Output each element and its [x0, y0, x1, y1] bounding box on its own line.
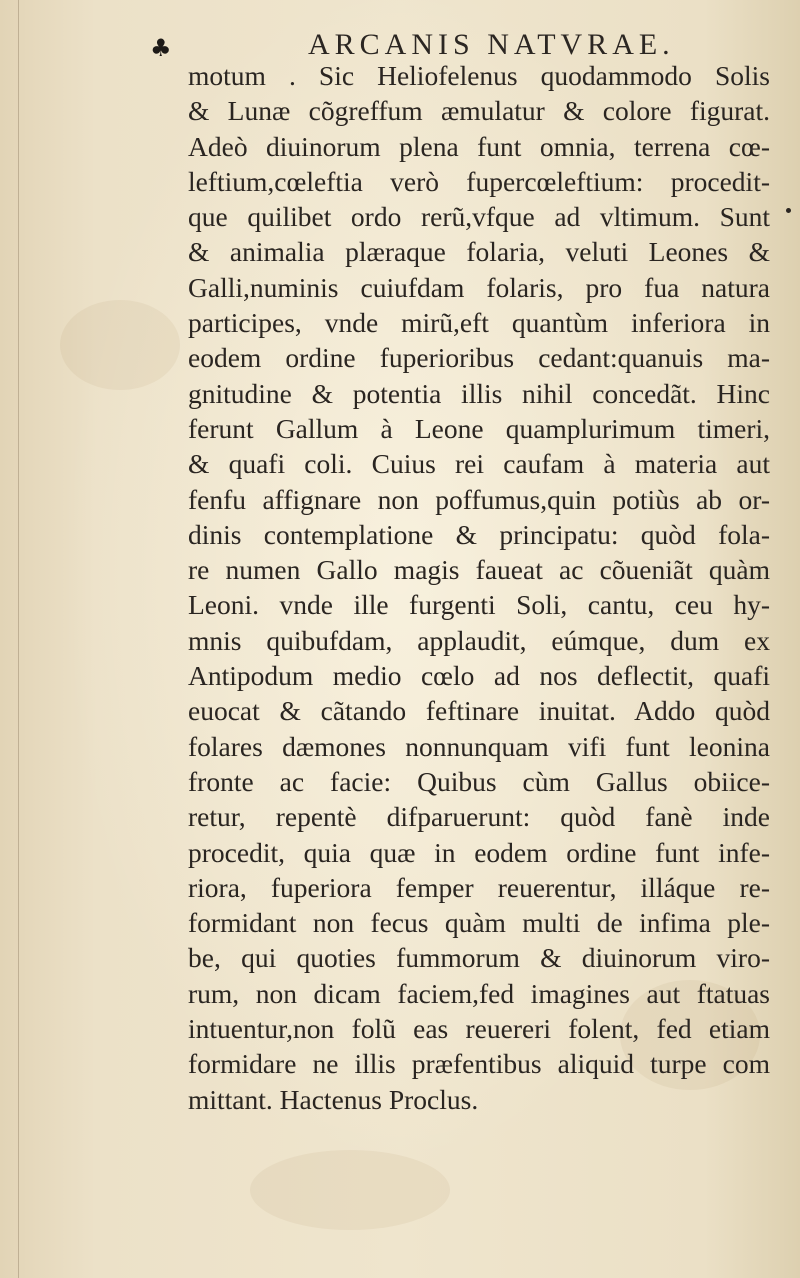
running-head: ARCANIS NATVRAE. — [308, 28, 675, 61]
text-line: ferunt Gallum à Leone quamplurimum timeri, — [188, 412, 770, 444]
text-line: euocat & cãtando feftinare inuitat. Addo quòd — [188, 695, 770, 727]
text-line: procedit, quia quæ in eodem ordine funt infe- — [188, 836, 770, 868]
text-line: intuentur,non folũ eas reuereri folent, fed etiam — [188, 1013, 770, 1045]
text-line: re numen Gallo magis faueat ac cõueniãt quàm — [188, 554, 770, 586]
text-line: & Lunæ cõgreffum æmulatur & colore figurat. — [188, 95, 770, 127]
text-line: que quilibet ordo rerũ,vfque ad vltimum. Sunt — [188, 201, 770, 233]
text-line: Galli,numinis cuiufdam folaris, pro fua natura — [188, 271, 770, 303]
text-line: & animalia plæraque folaria, veluti Leones & — [188, 236, 770, 268]
page-gutter-shadow — [18, 0, 19, 1278]
text-line: riora, fuperiora femper reuerentur, illáque re- — [188, 871, 770, 903]
text-line: participes, vnde mirũ,eft quantùm inferiora in — [188, 307, 770, 339]
text-line: folares dæmones nonnunquam vifi funt leonina — [188, 730, 770, 762]
text-line: fronte ac facie: Quibus cùm Gallus obiice- — [188, 765, 770, 797]
text-line: motum . Sic Heliofelenus quodammodo Solis — [188, 60, 770, 91]
paper-stain — [250, 1150, 450, 1230]
text-line: eodem ordine fuperioribus cedant:quanuis ma- — [188, 342, 770, 374]
body-text — [188, 58, 770, 1117]
paper-stain — [60, 300, 180, 390]
text-line: Leoni. vnde ille furgenti Soli, cantu, ceu hy- — [188, 589, 770, 621]
text-line: formidare ne illis præfentibus aliquid turpe com — [188, 1048, 770, 1080]
text-line: fenfu affignare non poffumus,quin potiùs ab or- — [188, 483, 770, 515]
text-line: mittant. Hactenus Proclus. — [188, 1083, 479, 1115]
ink-blot-icon: ♣ — [150, 34, 172, 62]
text-line: retur, repentè difparuerunt: quòd fanè inde — [188, 801, 770, 833]
text-line: mnis quibufdam, applaudit, eúmque, dum ex — [188, 624, 770, 656]
text-line: gnitudine & potentia illis nihil concedãt. Hinc — [188, 377, 770, 409]
text-line: dinis contemplatione & principatu: quòd fola- — [188, 518, 770, 550]
text-line: be, qui quoties fummorum & diuinorum viro- — [188, 942, 770, 974]
text-line: Antipodum medio cœlo ad nos deflectit, quafi — [188, 660, 770, 692]
text-line: formidant non fecus quàm multi de infima ple- — [188, 907, 770, 939]
text-line: Adeò diuinorum plena funt omnia, terrena cœ- — [188, 130, 770, 162]
text-line: rum, non dicam faciem,fed imagines aut ftatuas — [188, 977, 770, 1009]
margin-dot — [786, 208, 791, 213]
text-line: leftium,cœleftia verò fupercœleftium: procedit- — [188, 165, 770, 197]
text-line: & quafi coli. Cuius rei caufam à materia aut — [188, 448, 770, 480]
